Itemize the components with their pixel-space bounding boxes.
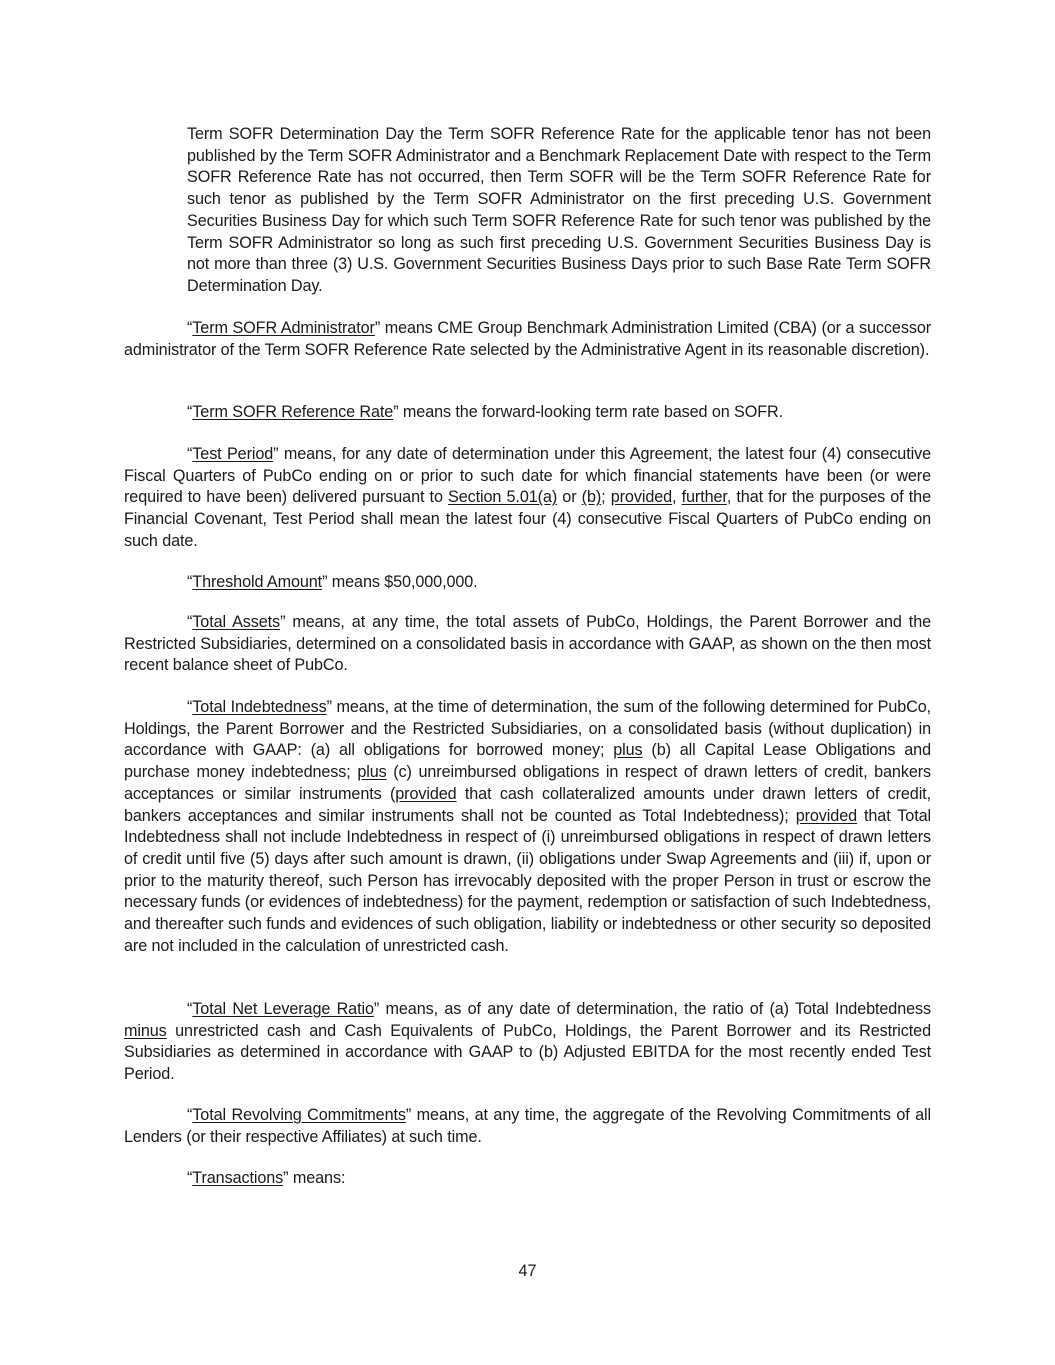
emphasis-term: plus [357,763,387,782]
definition-text: ” means $50,000,000. [322,573,478,591]
open-quote: “ [187,445,193,463]
definition-text: ; [601,488,611,507]
definition-term-sofr-reference-rate [124,402,931,424]
definition-text: that Total Indebtedness shall not include Indebtedness in respect of (i) unreimbursed obligations in respect of drawn letters of credit until five (5) days after such amount is drawn, (ii) obligations under Swap Agreements and (iii) if, upon or prior to the maturity thereof, such Person has irrevocably deposited with the proper Person in trust or escrow the necessary funds (or evidences of indebtedness) for the payment, redemption or satisfaction of such Indebtedness, and thereafter such funds and evidences of such obligation, liability or indebtedness or other security so deposited are not included in the calculation of unrestricted cash. [124,806,931,955]
definition-total-net-leverage-ratio [124,999,931,1086]
defined-term: Total Assets [192,613,281,631]
section-reference: (b) [581,488,602,507]
definition-text: ” means, at any time, the aggregate of the Revolving Commitments of all Lenders (or their respective Affiliates) at such time. [124,1106,932,1146]
page-number: 47 [518,1262,537,1280]
definition-text: ” means, for any date of determination under this Agreement, the latest four (4) consecutive Fiscal Quarters of PubCo ending on or prior to such date for which financial statements have been (or were required to have been) delivered pursuant to [124,445,931,507]
definition-text: ” means, at any time, the total assets of PubCo, Holdings, the Parent Borrower and the Restricted Subsidiaries, determined on a consolidated basis in accordance with GAAP, as shown on the then most recent balance sheet of PubCo. [124,613,931,675]
definition-threshold-amount [124,572,931,594]
definition-text: ” means, as of any date of determination, the ratio of (a) Total Indebtedness [373,1000,932,1018]
defined-term: Total Revolving Commitments [192,1106,406,1124]
emphasis-term: provided [610,488,673,507]
emphasis-term: minus [124,1021,167,1040]
definition-term-sofr-administrator [124,318,931,361]
open-quote: “ [187,1000,193,1018]
definition-total-assets [124,612,931,677]
sofr-continuation-paragraph [187,124,931,298]
definition-test-period [124,444,931,553]
open-quote: “ [187,698,193,716]
open-quote: “ [187,319,193,337]
section-reference: Section 5.01(a) [448,488,558,507]
emphasis-term: provided [395,784,457,803]
definition-total-indebtedness [124,697,931,957]
definition-text: that cash collateralized amounts under drawn letters of credit, bankers acceptances and similar instruments shall not be counted as Total Indebtedness); [124,784,931,825]
defined-term: Transactions [192,1169,284,1187]
defined-term: Total Net Leverage Ratio [192,1000,374,1018]
definition-text: ” means: [283,1169,346,1187]
open-quote: “ [187,1169,193,1187]
definition-text: (c) unreimbursed obligations in respect of drawn letters of credit, bankers acceptances or similar instruments ( [124,763,932,803]
definition-text: unrestricted cash and Cash Equivalents of PubCo, Holdings, the Parent Borrower and its Restricted Subsidiaries as determined in accordance with GAAP to (b) Adjusted EBITDA for the most recently ended Test Period. [124,1021,931,1084]
definition-text: or [557,488,582,507]
defined-term: Term SOFR Reference Rate [192,403,394,421]
emphasis-term: provided [795,806,857,825]
emphasis-term: further [681,488,727,507]
open-quote: “ [187,573,193,591]
definition-text: ” means, at the time of determination, the sum of the following determined for PubCo, Holdings, the Parent Borrower and the Restricted Subsidiaries, on a consolidated basis (without duplication) in accordance with GAAP: (a) all obligations for borrowed money; [124,698,932,760]
definition-text: ” means CME Group Benchmark Administration Limited (CBA) (or a successor administrator of the Term SOFR Reference Rate selected by the Administrative Agent in its reasonable discretion). [124,319,932,359]
definition-text: ” means the forward-looking term rate based on SOFR. [393,403,783,421]
definition-text: , that for the purposes of the Financial Covenant, Test Period shall mean the latest four (4) consecutive Fiscal Quarters of PubCo ending on such date. [124,488,931,550]
defined-term: Test Period [192,445,274,463]
defined-term: Term SOFR Administrator [192,319,375,337]
definition-text: (b) all Capital Lease Obligations and purchase money indebtedness; [124,741,931,782]
defined-term: Threshold Amount [192,573,323,591]
definition-total-revolving-commitments [124,1105,931,1148]
paragraph-text: Term SOFR Determination Day the Term SOFR Reference Rate for the applicable tenor has not been published by the Term SOFR Administrator and a Benchmark Replacement Date with respect to the Term SOFR Reference Rate has not occurred, then Term SOFR will be the Term SOFR Reference Rate for such tenor as published by the Term SOFR Administrator on the first preceding U.S. Government Securities Business Day for which such Term SOFR Reference Rate for such tenor was published by the Term SOFR Administrator so long as such first preceding U.S. Government Securities Business Day is not more than three (3) U.S. Government Securities Business Days prior to such Base Rate Term SOFR Determination Day. [187,125,931,295]
emphasis-term: plus [613,741,643,760]
defined-term: Total Indebtedness [192,698,327,716]
open-quote: “ [187,403,193,421]
open-quote: “ [187,613,193,631]
definition-transactions [124,1168,931,1190]
definition-text: , [672,488,682,507]
open-quote: “ [187,1106,193,1124]
